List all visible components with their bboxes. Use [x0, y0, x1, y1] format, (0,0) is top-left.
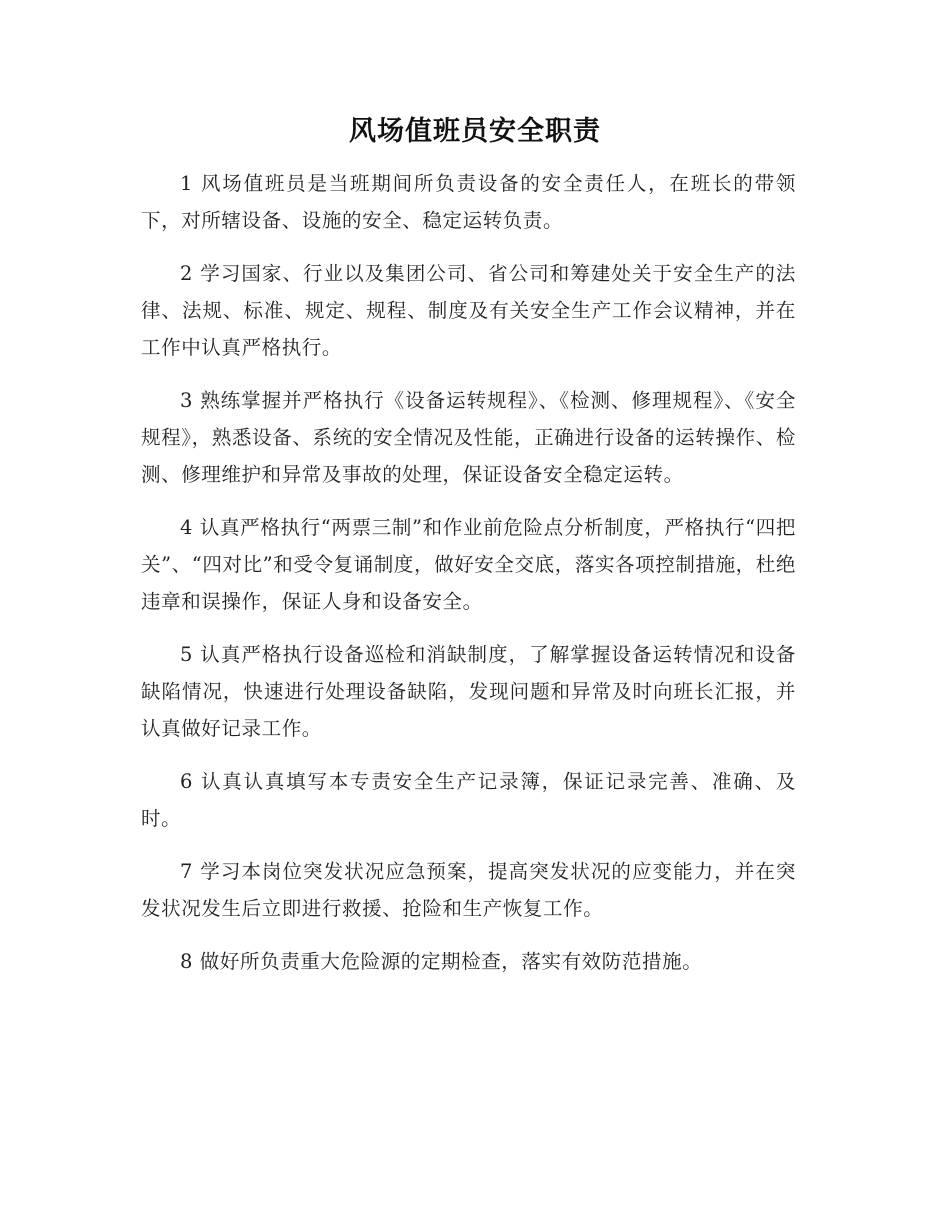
document-body: [141, 165, 796, 996]
paragraph-2: 2 学习国家、行业以及集团公司、省公司和筹建处关于安全生产的法律、法规、标准、规定、规程、制度及有关安全生产工作会议精神，并在工作中认真严格执行。: [141, 262, 796, 359]
paragraph-8: 8 做好所负责重大危险源的定期检查，落实有效防范措施。: [180, 950, 703, 973]
paragraph-6: 6 认真认真填写本专责安全生产记录簿，保证记录完善、准确、及时。: [141, 770, 796, 830]
document-title: 风场值班员安全职责: [349, 116, 601, 147]
paragraph-7: 7 学习本岗位突发状况应急预案，提高突发状况的应变能力，并在突发状况发生后立即进行救援、抢险和生产恢复工作。: [141, 860, 796, 920]
paragraph-3: 3 熟练掌握并严格执行《设备运转规程》、《检测、修理规程》、《安全规程》，熟悉设备、系统的安全情况及性能，正确进行设备的运转操作、检测、修理维护和异常及事故的处理，保证设备安全稳定运转。: [141, 389, 796, 486]
paragraph-1: 1 风场值班员是当班期间所负责设备的安全责任人，在班长的带领下，对所辖设备、设施的安全、稳定运转负责。: [141, 172, 796, 232]
paragraph-5: 5 认真严格执行设备巡检和消缺制度，了解掌握设备运转情况和设备缺陷情况，快速进行处理设备缺陷，发现问题和异常及时向班长汇报，并认真做好记录工作。: [141, 643, 796, 740]
paragraph-4: 4 认真严格执行“两票三制”和作业前危险点分析制度，严格执行“四把关”、“四对比”和受令复诵制度，做好安全交底，落实各项控制措施，杜绝违章和误操作，保证人身和设备安全。: [141, 516, 796, 613]
